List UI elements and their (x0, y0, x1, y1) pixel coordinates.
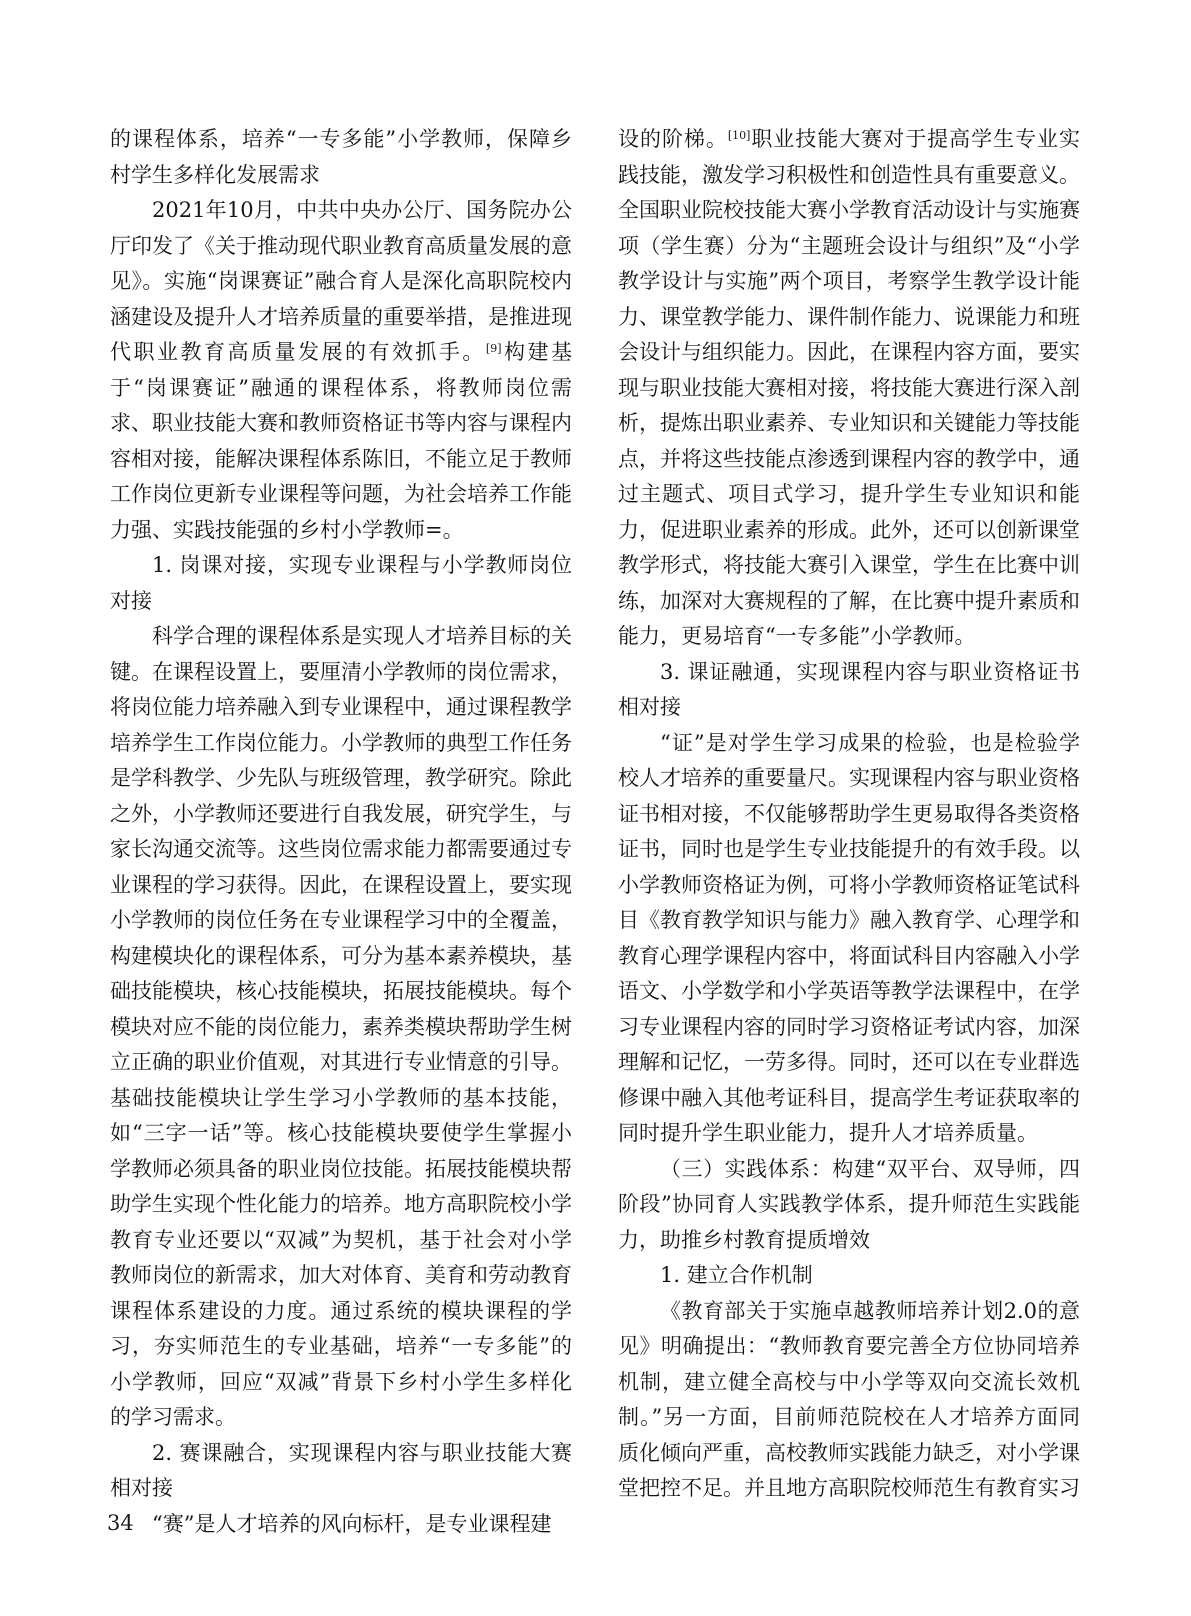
paragraph: “赛”是人才培养的风向标杆，是专业课程建 (152, 1511, 552, 1536)
paragraph: 《教育部关于实施卓越教师培养计划2.0的意见》明确提出：“教师教育要完善全方位协同培养机制，建立健全高校与中小学等双向交流长效机制。”另一方面，目前师范院校在人才培养方面同质化倾向严重，高校教师实践能力缺乏，对小学课堂把控不足。并且地方高职院校师范生有教育实习 (618, 1298, 1080, 1500)
paragraph: 的课程体系，培养“一专多能”小学教师，保障乡村学生多样化发展需求 (110, 127, 572, 187)
page-number: 34 (107, 1511, 134, 1535)
citation-marker: [9] (485, 342, 502, 355)
paragraph: （三）实践体系：构建“双平台、双导师，四阶段”协同育人实践教学体系，提升师范生实践能力，助推乡村教育提质增效 (618, 1156, 1080, 1252)
right-column (618, 122, 1080, 1507)
paragraph: 科学合理的课程体系是实现人才培养目标的关键。在课程设置上，要厘清小学教师的岗位需求，将岗位能力培养融入到专业课程中，通过课程教学培养学生工作岗位能力。小学教师的典型工作任务是学科教学、少先队与班级管理，教学研究。除此之外，小学教师还要进行自我发展，研究学生，与家长沟通交流等。这些岗位需求能力都需要通过专业课程的学习获得。因此，在课程设置上，要实现小学教师的岗位任务在专业课程学习中的全覆盖，构建模块化的课程体系，可分为基本素养模块，基础技能模块，核心技能模块，拓展技能模块。每个模块对应不能的岗位能力，素养类模块帮助学生树立正确的职业价值观，对其进行专业情意的引导。基础技能模块让学生学习小学教师的基本技能，如“三字一话”等。核心技能模块要使学生掌握小学教师必须具备的职业岗位技能。拓展技能模块帮助学生实现个性化能力的培养。地方高职院校小学教育专业还要以“双减”为契机，基于社会对小学教师岗位的新需求，加大对体育、美育和劳动教育课程体系建设的力度。通过系统的模块课程的学习，夯实师范生的专业基础，培养“一专多能”的小学教师，回应“双减”背景下乡村小学生多样化的学习需求。 (110, 624, 572, 1429)
paragraph: “证”是对学生学习成果的检验，也是检验学校人才培养的重要量尺。实现课程内容与职业资格证书相对接，不仅能够帮助学生更易取得各类资格证书，同时也是学生专业技能提升的有效手段。以小学教师资格证为例，可将小学教师资格证笔试科目《教育教学知识与能力》融入教育学、心理学和教育心理学课程内容中，将面试科目内容融入小学语文、小学数学和小学英语等教学法课程中，在学习专业课程内容的同时学习资格证考试内容，加深理解和记忆，一劳多得。同时，还可以在专业群选修课中融入其他考证科目，提高学生考证获取率的同时提升学生职业能力，提升人才培养质量。 (618, 730, 1080, 1145)
paragraph: 2021年10月，中共中央办公厅、国务院办公厅印发了《关于推动现代职业教育高质量发展的意见》。实施“岗课赛证”融合育人是深化高职院校内涵建设及提升人才培养质量的重要举措，是推进现代职业教育高质量发展的有效抓手。[9]构建基于“岗课赛证”融通的课程体系，将教师岗位需求、职业技能大赛和教师资格证书等内容与课程内容相对接，能解决课程体系陈旧，不能立足于教师工作岗位更新专业课程等问题，为社会培养工作能力强、实践技能强的乡村小学教师=。 (110, 198, 573, 542)
paragraph: 设的阶梯。[10]职业技能大赛对于提高学生专业实践技能，激发学习积极性和创造性具有重要意义。全国职业院校技能大赛小学教育活动设计与实施赛项（学生赛）分为“主题班会设计与组织”及“小学教学设计与实施”两个项目，考察学生教学设计能力、课堂教学能力、课件制作能力、说课能力和班会设计与组织能力。因此，在课程内容方面，要实现与职业技能大赛相对接，将技能大赛进行深入剖析，提炼出职业素养、专业知识和关键能力等技能点，并将这些技能点渗透到课程内容的教学中，通过主题式、项目式学习，提升学生专业知识和能力，促进职业素养的形成。此外，还可以创新课堂教学形式，将技能大赛引入课堂，学生在比赛中训练，加深对大赛规程的了解，在比赛中提升素质和能力，更易培育“一专多能”小学教师。 (618, 127, 1081, 648)
citation-marker: [10] (727, 129, 751, 142)
paragraph: 1. 建立合作机制 (660, 1263, 813, 1287)
left-column (110, 122, 572, 1542)
paragraph: 3. 课证融通，实现课程内容与职业资格证书相对接 (618, 659, 1080, 719)
paragraph: 2. 赛课融合，实现课程内容与职业技能大赛相对接 (110, 1440, 572, 1500)
paragraph: 1. 岗课对接，实现专业课程与小学教师岗位对接 (110, 553, 572, 613)
